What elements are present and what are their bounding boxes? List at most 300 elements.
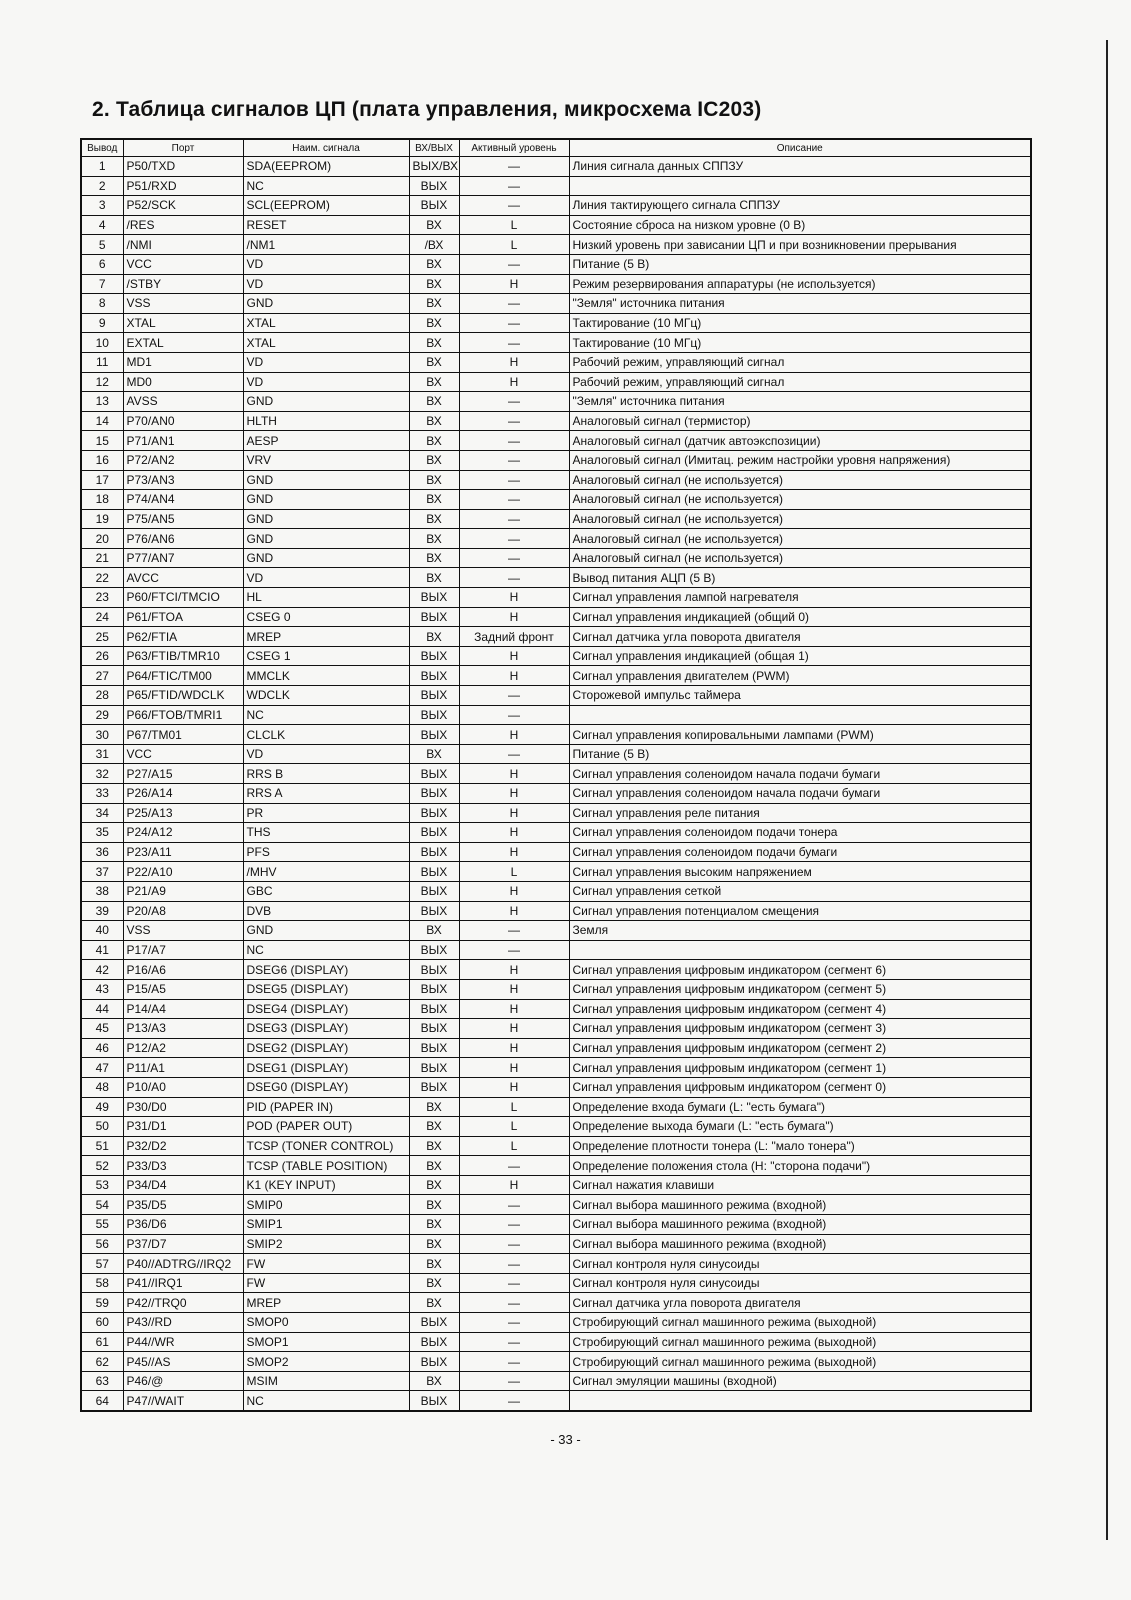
description-cell: Сигнал выбора машинного режима (входной) bbox=[569, 1215, 1031, 1235]
table-row bbox=[81, 999, 1031, 1019]
io-direction-cell: ВЫХ bbox=[409, 842, 459, 862]
pin-number-cell: 45 bbox=[81, 1019, 123, 1039]
table-row bbox=[81, 881, 1031, 901]
signal-table bbox=[80, 138, 1032, 1412]
pin-number-cell: 39 bbox=[81, 901, 123, 921]
table-row bbox=[81, 627, 1031, 647]
io-direction-cell: ВХ bbox=[409, 1215, 459, 1235]
description-cell: Определение выхода бумаги (L: "есть бумага") bbox=[569, 1117, 1031, 1137]
signal-name-cell: DVB bbox=[243, 901, 409, 921]
description-cell: Определение входа бумаги (L: "есть бумага") bbox=[569, 1097, 1031, 1117]
table-row bbox=[81, 196, 1031, 216]
signal-name-cell: K1 (KEY INPUT) bbox=[243, 1175, 409, 1195]
signal-name-cell: POD (PAPER OUT) bbox=[243, 1117, 409, 1137]
pin-number-cell: 18 bbox=[81, 490, 123, 510]
signal-name-cell: XTAL bbox=[243, 313, 409, 333]
pin-number-cell: 29 bbox=[81, 705, 123, 725]
signal-name-cell: THS bbox=[243, 823, 409, 843]
io-direction-cell: ВХ bbox=[409, 372, 459, 392]
table-row bbox=[81, 1058, 1031, 1078]
io-direction-cell: ВЫХ bbox=[409, 823, 459, 843]
table-row bbox=[81, 1175, 1031, 1195]
description-cell: Сигнал управления цифровым индикатором (сегмент 2) bbox=[569, 1038, 1031, 1058]
port-cell: P15/A5 bbox=[123, 979, 243, 999]
io-direction-cell: ВЫХ bbox=[409, 862, 459, 882]
port-cell: P17/A7 bbox=[123, 940, 243, 960]
signal-name-cell: GND bbox=[243, 294, 409, 314]
io-direction-cell: ВХ bbox=[409, 431, 459, 451]
description-cell: Сигнал управления соленоидом начала подачи бумаги bbox=[569, 764, 1031, 784]
table-row bbox=[81, 450, 1031, 470]
port-cell: P24/A12 bbox=[123, 823, 243, 843]
table-row bbox=[81, 607, 1031, 627]
port-cell: P60/FTCI/TMCIO bbox=[123, 588, 243, 608]
signal-name-cell: GBC bbox=[243, 881, 409, 901]
signal-name-cell: FW bbox=[243, 1254, 409, 1274]
pin-number-cell: 20 bbox=[81, 529, 123, 549]
io-direction-cell: ВХ bbox=[409, 294, 459, 314]
active-level-cell: — bbox=[459, 392, 569, 412]
signal-name-cell: GND bbox=[243, 470, 409, 490]
port-cell: P42//TRQ0 bbox=[123, 1293, 243, 1313]
table-row bbox=[81, 313, 1031, 333]
signal-name-cell: SMIP2 bbox=[243, 1234, 409, 1254]
io-direction-cell: ВХ bbox=[409, 1136, 459, 1156]
table-row bbox=[81, 568, 1031, 588]
table-row bbox=[81, 1215, 1031, 1235]
description-cell: Аналоговый сигнал (не используется) bbox=[569, 529, 1031, 549]
io-direction-cell: ВХ bbox=[409, 254, 459, 274]
active-level-cell: L bbox=[459, 215, 569, 235]
pin-number-cell: 10 bbox=[81, 333, 123, 353]
active-level-cell: — bbox=[459, 1293, 569, 1313]
description-cell: Тактирование (10 МГц) bbox=[569, 333, 1031, 353]
table-row bbox=[81, 862, 1031, 882]
table-row bbox=[81, 529, 1031, 549]
signal-name-cell: RRS A bbox=[243, 784, 409, 804]
pin-number-cell: 42 bbox=[81, 960, 123, 980]
pin-number-cell: 41 bbox=[81, 940, 123, 960]
description-cell: Сигнал выбора машинного режима (входной) bbox=[569, 1234, 1031, 1254]
active-level-cell: H bbox=[459, 666, 569, 686]
active-level-cell: — bbox=[459, 470, 569, 490]
active-level-cell: — bbox=[459, 1156, 569, 1176]
io-direction-cell: ВЫХ bbox=[409, 803, 459, 823]
pin-number-cell: 26 bbox=[81, 646, 123, 666]
io-direction-cell: ВЫХ bbox=[409, 940, 459, 960]
io-direction-cell: ВЫХ bbox=[409, 666, 459, 686]
port-cell: VCC bbox=[123, 254, 243, 274]
description-cell: Низкий уровень при зависании ЦП и при возникновении прерывания bbox=[569, 235, 1031, 255]
io-direction-cell: ВХ bbox=[409, 352, 459, 372]
table-row bbox=[81, 842, 1031, 862]
description-cell bbox=[569, 705, 1031, 725]
description-cell: Аналоговый сигнал (не используется) bbox=[569, 509, 1031, 529]
active-level-cell: L bbox=[459, 862, 569, 882]
signal-name-cell: PFS bbox=[243, 842, 409, 862]
active-level-cell: — bbox=[459, 921, 569, 941]
description-cell: Сигнал управления цифровым индикатором (сегмент 3) bbox=[569, 1019, 1031, 1039]
pin-number-cell: 38 bbox=[81, 881, 123, 901]
active-level-cell: — bbox=[459, 568, 569, 588]
io-direction-cell: ВХ bbox=[409, 548, 459, 568]
description-cell bbox=[569, 176, 1031, 196]
io-direction-cell: ВЫХ bbox=[409, 1313, 459, 1333]
table-row bbox=[81, 960, 1031, 980]
pin-number-cell: 28 bbox=[81, 686, 123, 706]
table-row bbox=[81, 823, 1031, 843]
active-level-cell: — bbox=[459, 1313, 569, 1333]
io-direction-cell: ВХ bbox=[409, 1195, 459, 1215]
description-cell: Аналоговый сигнал (не используется) bbox=[569, 490, 1031, 510]
table-row bbox=[81, 705, 1031, 725]
pin-number-cell: 27 bbox=[81, 666, 123, 686]
port-cell: P70/AN0 bbox=[123, 411, 243, 431]
port-cell: VCC bbox=[123, 744, 243, 764]
active-level-cell: H bbox=[459, 901, 569, 921]
active-level-cell: L bbox=[459, 1117, 569, 1137]
io-direction-cell: ВЫХ bbox=[409, 1019, 459, 1039]
pin-number-cell: 51 bbox=[81, 1136, 123, 1156]
pin-number-cell: 22 bbox=[81, 568, 123, 588]
pin-number-cell: 30 bbox=[81, 725, 123, 745]
port-cell: P61/FTOA bbox=[123, 607, 243, 627]
pin-number-cell: 31 bbox=[81, 744, 123, 764]
active-level-cell: H bbox=[459, 842, 569, 862]
active-level-cell: — bbox=[459, 1234, 569, 1254]
port-cell: MD1 bbox=[123, 352, 243, 372]
port-cell: P40//ADTRG//IRQ2 bbox=[123, 1254, 243, 1274]
description-cell bbox=[569, 1391, 1031, 1411]
description-cell: Сигнал управления соленоидом подачи тонера bbox=[569, 823, 1031, 843]
pin-number-cell: 46 bbox=[81, 1038, 123, 1058]
io-direction-cell: ВЫХ bbox=[409, 1352, 459, 1372]
table-row bbox=[81, 803, 1031, 823]
port-cell: P73/AN3 bbox=[123, 470, 243, 490]
active-level-cell: — bbox=[459, 157, 569, 177]
pin-number-cell: 33 bbox=[81, 784, 123, 804]
port-cell: P14/A4 bbox=[123, 999, 243, 1019]
io-direction-cell: ВХ bbox=[409, 1156, 459, 1176]
io-direction-cell: ВЫХ bbox=[409, 1332, 459, 1352]
port-cell: /RES bbox=[123, 215, 243, 235]
port-cell: P23/A11 bbox=[123, 842, 243, 862]
port-cell: P74/AN4 bbox=[123, 490, 243, 510]
table-row bbox=[81, 764, 1031, 784]
table-header-row bbox=[81, 139, 1031, 157]
signal-name-cell: TCSP (TONER CONTROL) bbox=[243, 1136, 409, 1156]
table-row bbox=[81, 333, 1031, 353]
active-level-cell: H bbox=[459, 960, 569, 980]
active-level-cell: H bbox=[459, 1175, 569, 1195]
active-level-cell: — bbox=[459, 705, 569, 725]
active-level-cell: L bbox=[459, 1136, 569, 1156]
description-cell: Сигнал контроля нуля синусоиды bbox=[569, 1254, 1031, 1274]
io-direction-cell: ВЫХ bbox=[409, 764, 459, 784]
description-cell: Сигнал управления реле питания bbox=[569, 803, 1031, 823]
pin-number-cell: 34 bbox=[81, 803, 123, 823]
description-cell: Сигнал управления индикацией (общий 0) bbox=[569, 607, 1031, 627]
active-level-cell: — bbox=[459, 196, 569, 216]
active-level-cell: H bbox=[459, 764, 569, 784]
io-direction-cell: ВХ bbox=[409, 1254, 459, 1274]
active-level-cell: H bbox=[459, 803, 569, 823]
signal-name-cell: SMIP0 bbox=[243, 1195, 409, 1215]
port-cell: P76/AN6 bbox=[123, 529, 243, 549]
signal-name-cell: GND bbox=[243, 490, 409, 510]
io-direction-cell: ВЫХ bbox=[409, 588, 459, 608]
description-cell: Определение положения стола (H: "сторона подачи") bbox=[569, 1156, 1031, 1176]
pin-number-cell: 60 bbox=[81, 1313, 123, 1333]
port-cell: P37/D7 bbox=[123, 1234, 243, 1254]
table-row bbox=[81, 1273, 1031, 1293]
io-direction-cell: ВХ bbox=[409, 411, 459, 431]
pin-number-cell: 52 bbox=[81, 1156, 123, 1176]
port-cell: /STBY bbox=[123, 274, 243, 294]
description-cell: Сигнал управления соленоидом начала подачи бумаги bbox=[569, 784, 1031, 804]
io-direction-cell: ВХ bbox=[409, 921, 459, 941]
port-cell: P65/FTID/WDCLK bbox=[123, 686, 243, 706]
description-cell: Аналоговый сигнал (Имитац. режим настройки уровня напряжения) bbox=[569, 450, 1031, 470]
description-cell: Рабочий режим, управляющий сигнал bbox=[569, 372, 1031, 392]
description-cell: Сигнал выбора машинного режима (входной) bbox=[569, 1195, 1031, 1215]
pin-number-cell: 5 bbox=[81, 235, 123, 255]
active-level-cell: H bbox=[459, 372, 569, 392]
pin-number-cell: 58 bbox=[81, 1273, 123, 1293]
port-cell: P51/RXD bbox=[123, 176, 243, 196]
io-direction-cell: ВЫХ bbox=[409, 607, 459, 627]
signal-name-cell: GND bbox=[243, 548, 409, 568]
description-cell: Сигнал управления двигателем (PWM) bbox=[569, 666, 1031, 686]
signal-name-cell: MSIM bbox=[243, 1371, 409, 1391]
pin-number-cell: 8 bbox=[81, 294, 123, 314]
pin-number-cell: 3 bbox=[81, 196, 123, 216]
signal-name-cell: NC bbox=[243, 940, 409, 960]
description-cell: Аналоговый сигнал (датчик автоэкспозиции) bbox=[569, 431, 1031, 451]
active-level-cell: H bbox=[459, 352, 569, 372]
active-level-cell: — bbox=[459, 490, 569, 510]
signal-name-cell: DSEG3 (DISPLAY) bbox=[243, 1019, 409, 1039]
page-number: - 33 - bbox=[550, 1432, 581, 1447]
signal-name-cell: SCL(EEPROM) bbox=[243, 196, 409, 216]
io-direction-cell: ВХ bbox=[409, 450, 459, 470]
signal-name-cell: MREP bbox=[243, 1293, 409, 1313]
active-level-cell: — bbox=[459, 294, 569, 314]
table-row bbox=[81, 372, 1031, 392]
pin-number-cell: 24 bbox=[81, 607, 123, 627]
active-level-cell: H bbox=[459, 1077, 569, 1097]
pin-number-cell: 64 bbox=[81, 1391, 123, 1411]
signal-name-cell: MREP bbox=[243, 627, 409, 647]
signal-name-cell: DSEG0 (DISPLAY) bbox=[243, 1077, 409, 1097]
description-cell: Режим резервирования аппаратуры (не используется) bbox=[569, 274, 1031, 294]
active-level-cell: — bbox=[459, 176, 569, 196]
table-row bbox=[81, 1077, 1031, 1097]
pin-number-cell: 47 bbox=[81, 1058, 123, 1078]
port-cell: VSS bbox=[123, 921, 243, 941]
pin-number-cell: 17 bbox=[81, 470, 123, 490]
pin-number-cell: 54 bbox=[81, 1195, 123, 1215]
signal-name-cell: DSEG4 (DISPLAY) bbox=[243, 999, 409, 1019]
signal-name-cell: FW bbox=[243, 1273, 409, 1293]
signal-name-cell: VRV bbox=[243, 450, 409, 470]
signal-name-cell: VD bbox=[243, 568, 409, 588]
port-cell: P77/AN7 bbox=[123, 548, 243, 568]
io-direction-cell: ВХ bbox=[409, 744, 459, 764]
active-level-cell: — bbox=[459, 1215, 569, 1235]
pin-number-cell: 32 bbox=[81, 764, 123, 784]
signal-name-cell: DSEG6 (DISPLAY) bbox=[243, 960, 409, 980]
table-row bbox=[81, 548, 1031, 568]
io-direction-cell: ВЫХ bbox=[409, 881, 459, 901]
table-row bbox=[81, 686, 1031, 706]
active-level-cell: H bbox=[459, 725, 569, 745]
io-direction-cell: ВЫХ bbox=[409, 646, 459, 666]
description-cell: Аналоговый сигнал (не используется) bbox=[569, 470, 1031, 490]
signal-name-cell: DSEG1 (DISPLAY) bbox=[243, 1058, 409, 1078]
io-direction-cell: ВХ bbox=[409, 627, 459, 647]
pin-number-cell: 6 bbox=[81, 254, 123, 274]
description-cell: Сигнал управления сеткой bbox=[569, 881, 1031, 901]
io-direction-cell: ВХ bbox=[409, 1175, 459, 1195]
table-row bbox=[81, 1332, 1031, 1352]
table-row bbox=[81, 744, 1031, 764]
port-cell: P26/A14 bbox=[123, 784, 243, 804]
port-cell: P27/A15 bbox=[123, 764, 243, 784]
active-level-cell: H bbox=[459, 588, 569, 608]
port-cell: P71/AN1 bbox=[123, 431, 243, 451]
table-row bbox=[81, 1097, 1031, 1117]
table-row bbox=[81, 646, 1031, 666]
pin-number-cell: 7 bbox=[81, 274, 123, 294]
active-level-cell: H bbox=[459, 274, 569, 294]
signal-name-cell: GND bbox=[243, 509, 409, 529]
table-row bbox=[81, 666, 1031, 686]
pin-number-cell: 19 bbox=[81, 509, 123, 529]
port-cell: P67/TM01 bbox=[123, 725, 243, 745]
header-port: Порт bbox=[123, 139, 243, 157]
port-cell: P21/A9 bbox=[123, 881, 243, 901]
active-level-cell: — bbox=[459, 450, 569, 470]
description-cell: Сигнал эмуляции машины (входной) bbox=[569, 1371, 1031, 1391]
signal-name-cell: SMOP2 bbox=[243, 1352, 409, 1372]
port-cell: P63/FTIB/TMR10 bbox=[123, 646, 243, 666]
table-row bbox=[81, 1156, 1031, 1176]
description-cell: Сигнал управления соленоидом подачи бумаги bbox=[569, 842, 1031, 862]
active-level-cell: — bbox=[459, 333, 569, 353]
signal-name-cell: TCSP (TABLE POSITION) bbox=[243, 1156, 409, 1176]
io-direction-cell: ВЫХ bbox=[409, 196, 459, 216]
table-row bbox=[81, 1254, 1031, 1274]
page-title: 2. Таблица сигналов ЦП (плата управления, микросхема IC203) bbox=[92, 98, 762, 121]
port-cell: AVCC bbox=[123, 568, 243, 588]
description-cell: "Земля" источника питания bbox=[569, 294, 1031, 314]
signal-name-cell: GND bbox=[243, 921, 409, 941]
description-cell: Сигнал датчика угла поворота двигателя bbox=[569, 1293, 1031, 1313]
table-row bbox=[81, 784, 1031, 804]
description-cell: Сигнал управления потенциалом смещения bbox=[569, 901, 1031, 921]
io-direction-cell: ВЫХ bbox=[409, 176, 459, 196]
port-cell: P20/A8 bbox=[123, 901, 243, 921]
pin-number-cell: 2 bbox=[81, 176, 123, 196]
signal-name-cell: NC bbox=[243, 1391, 409, 1411]
signal-name-cell: DSEG2 (DISPLAY) bbox=[243, 1038, 409, 1058]
io-direction-cell: ВХ bbox=[409, 1234, 459, 1254]
io-direction-cell: /ВХ bbox=[409, 235, 459, 255]
description-cell: Стробирующий сигнал машинного режима (выходной) bbox=[569, 1352, 1031, 1372]
signal-name-cell: /NM1 bbox=[243, 235, 409, 255]
table-row bbox=[81, 294, 1031, 314]
io-direction-cell: ВХ bbox=[409, 1097, 459, 1117]
header-active-level: Активный уровень bbox=[459, 139, 569, 157]
io-direction-cell: ВХ bbox=[409, 529, 459, 549]
active-level-cell: H bbox=[459, 607, 569, 627]
description-cell: Сторожевой импульс таймера bbox=[569, 686, 1031, 706]
io-direction-cell: ВХ bbox=[409, 1293, 459, 1313]
pin-number-cell: 25 bbox=[81, 627, 123, 647]
description-cell: Тактирование (10 МГц) bbox=[569, 313, 1031, 333]
table-row bbox=[81, 490, 1031, 510]
port-cell: P62/FTIA bbox=[123, 627, 243, 647]
description-cell: Определение плотности тонера (L: "мало тонера") bbox=[569, 1136, 1031, 1156]
port-cell: P75/AN5 bbox=[123, 509, 243, 529]
signal-name-cell: RESET bbox=[243, 215, 409, 235]
port-cell: P30/D0 bbox=[123, 1097, 243, 1117]
pin-number-cell: 4 bbox=[81, 215, 123, 235]
description-cell: Сигнал управления высоким напряжением bbox=[569, 862, 1031, 882]
signal-name-cell: XTAL bbox=[243, 333, 409, 353]
active-level-cell: — bbox=[459, 1391, 569, 1411]
active-level-cell: — bbox=[459, 744, 569, 764]
active-level-cell: — bbox=[459, 509, 569, 529]
signal-name-cell: CSEG 1 bbox=[243, 646, 409, 666]
active-level-cell: L bbox=[459, 235, 569, 255]
port-cell: P43//RD bbox=[123, 1313, 243, 1333]
table-row bbox=[81, 470, 1031, 490]
pin-number-cell: 56 bbox=[81, 1234, 123, 1254]
signal-name-cell: CLCLK bbox=[243, 725, 409, 745]
port-cell: EXTAL bbox=[123, 333, 243, 353]
description-cell: Сигнал контроля нуля синусоиды bbox=[569, 1273, 1031, 1293]
table-row bbox=[81, 1391, 1031, 1411]
port-cell: P32/D2 bbox=[123, 1136, 243, 1156]
active-level-cell: H bbox=[459, 999, 569, 1019]
io-direction-cell: ВХ bbox=[409, 392, 459, 412]
active-level-cell: H bbox=[459, 1038, 569, 1058]
pin-number-cell: 12 bbox=[81, 372, 123, 392]
header-pin: Вывод bbox=[81, 139, 123, 157]
description-cell: Стробирующий сигнал машинного режима (выходной) bbox=[569, 1313, 1031, 1333]
table-row bbox=[81, 157, 1031, 177]
table-row bbox=[81, 588, 1031, 608]
io-direction-cell: ВХ bbox=[409, 470, 459, 490]
signal-name-cell: HL bbox=[243, 588, 409, 608]
io-direction-cell: ВЫХ bbox=[409, 901, 459, 921]
description-cell bbox=[569, 940, 1031, 960]
pin-number-cell: 50 bbox=[81, 1117, 123, 1137]
port-cell: P25/A13 bbox=[123, 803, 243, 823]
active-level-cell: H bbox=[459, 1019, 569, 1039]
active-level-cell: — bbox=[459, 1332, 569, 1352]
pin-number-cell: 23 bbox=[81, 588, 123, 608]
port-cell: P34/D4 bbox=[123, 1175, 243, 1195]
description-cell: Состояние сброса на низком уровне (0 В) bbox=[569, 215, 1031, 235]
description-cell: Линия тактирующего сигнала СППЗУ bbox=[569, 196, 1031, 216]
table-row bbox=[81, 725, 1031, 745]
io-direction-cell: ВХ bbox=[409, 313, 459, 333]
table-row bbox=[81, 411, 1031, 431]
active-level-cell: — bbox=[459, 1352, 569, 1372]
